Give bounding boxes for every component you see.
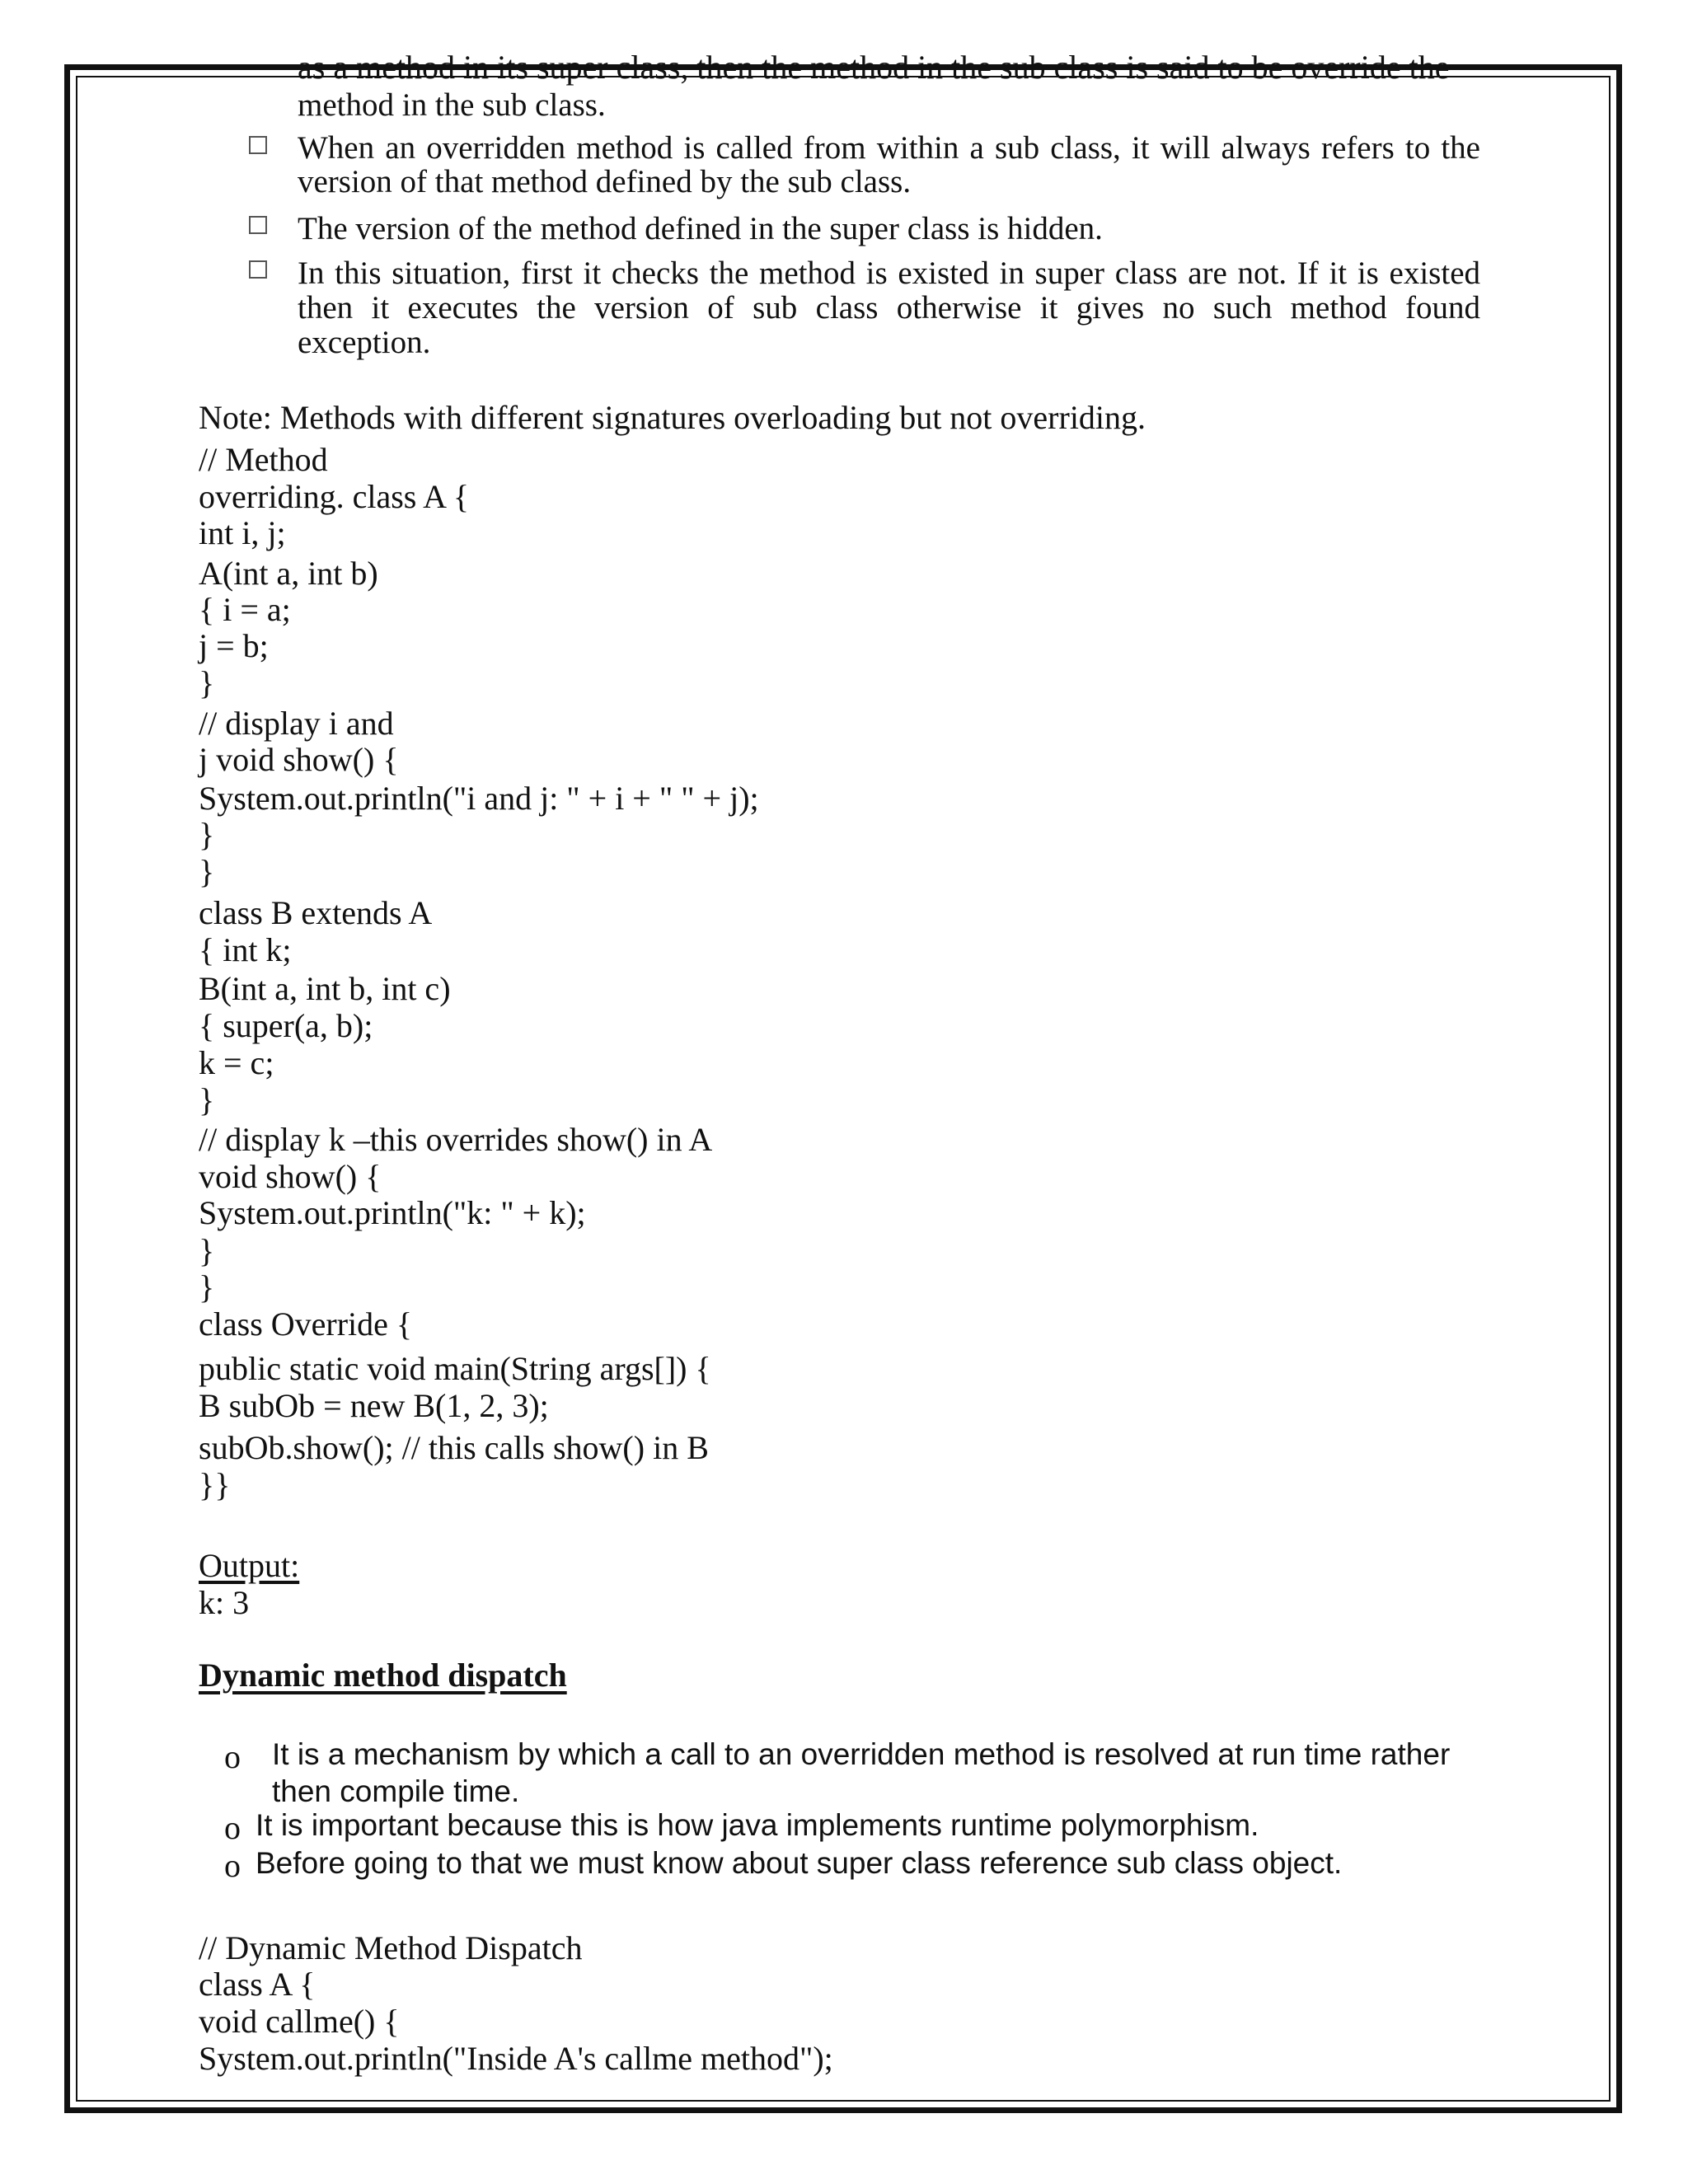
code-line: subOb.show(); // this calls show() in B <box>199 1429 709 1466</box>
section-heading: Dynamic method dispatch <box>199 1657 567 1694</box>
code-line: A(int a, int b) <box>199 555 378 592</box>
output-label: Output: <box>199 1547 300 1584</box>
code-line: // Method <box>199 441 328 478</box>
code-line: // Dynamic Method Dispatch <box>199 1929 583 1966</box>
code-line: } <box>199 1081 215 1118</box>
dispatch-bullet-2-line-1: It is important because this is how java implements runtime polymorphism. <box>256 1808 1259 1842</box>
checkbox-bullet-icon <box>249 260 267 279</box>
code-line: j void show() { <box>199 741 399 778</box>
bullet-marker: o <box>224 1847 241 1884</box>
code-line: void show() { <box>199 1158 382 1195</box>
checkbox-bullet-icon <box>249 216 267 234</box>
code-line: B subOb = new B(1, 2, 3); <box>199 1387 549 1424</box>
checkbox-bullet-icon <box>249 136 267 154</box>
code-line: class B extends A <box>199 894 433 931</box>
bullet-1-line-2: version of that method defined by the sub class. <box>298 164 912 199</box>
dispatch-bullet-1-line-2: then compile time. <box>272 1774 520 1808</box>
code-line: // display k –this overrides show() in A <box>199 1121 713 1158</box>
code-line: int i, j; <box>199 514 286 551</box>
cutoff-top-line <box>0 0 1688 86</box>
code-line: { super(a, b); <box>199 1007 373 1044</box>
output-value: k: 3 <box>199 1584 250 1621</box>
code-line: public static void main(String args[]) { <box>199 1350 711 1387</box>
code-line: { i = a; <box>199 591 291 628</box>
code-line: } <box>199 853 215 890</box>
code-line: System.out.println("k: " + k); <box>199 1194 586 1231</box>
bullet-marker: o <box>224 1809 241 1846</box>
partial-text-line: as a method in its super class, then the method in the sub class is said to be override the <box>298 49 1450 86</box>
code-line: void callme() { <box>199 2003 400 2040</box>
intro-line: method in the sub class. <box>298 87 606 123</box>
bullet-1-line-1: When an overridden method is called from within a sub class, it will always refers to the <box>298 130 1480 166</box>
code-line: { int k; <box>199 931 292 968</box>
dispatch-bullet-1-line-1: It is a mechanism by which a call to an overridden method is resolved at run time rather <box>272 1737 1451 1771</box>
bullet-3-line-1: In this situation, first it checks the method is existed in super class are not. If it is existed <box>298 255 1480 291</box>
code-line: class Override { <box>199 1305 413 1343</box>
bullet-3-line-3: exception. <box>298 325 431 360</box>
code-line: System.out.println("i and j: " + i + " " + j); <box>199 780 759 817</box>
dispatch-bullet-3-line-1: Before going to that we must know about super class reference sub class object. <box>256 1846 1343 1880</box>
bullet-2-line-1: The version of the method defined in the super class is hidden. <box>298 211 1103 246</box>
code-line: }} <box>199 1466 231 1503</box>
code-line: class A { <box>199 1966 316 2003</box>
code-line: } <box>199 816 215 853</box>
bullet-3-line-2: then it executes the version of sub class otherwise it gives no such method found <box>298 290 1480 326</box>
code-line: B(int a, int b, int c) <box>199 970 451 1007</box>
code-line: // display i and <box>199 705 394 742</box>
code-line: overriding. class A { <box>199 478 470 515</box>
code-line: } <box>199 1232 215 1269</box>
code-line: } <box>199 664 215 701</box>
bullet-marker: o <box>224 1738 241 1775</box>
code-line: j = b; <box>199 627 269 664</box>
code-line: System.out.println("Inside A's callme method"); <box>199 2040 833 2077</box>
note-text: Note: Methods with different signatures overloading but not overriding. <box>199 399 1146 436</box>
code-line: k = c; <box>199 1044 274 1081</box>
code-line: } <box>199 1268 215 1305</box>
